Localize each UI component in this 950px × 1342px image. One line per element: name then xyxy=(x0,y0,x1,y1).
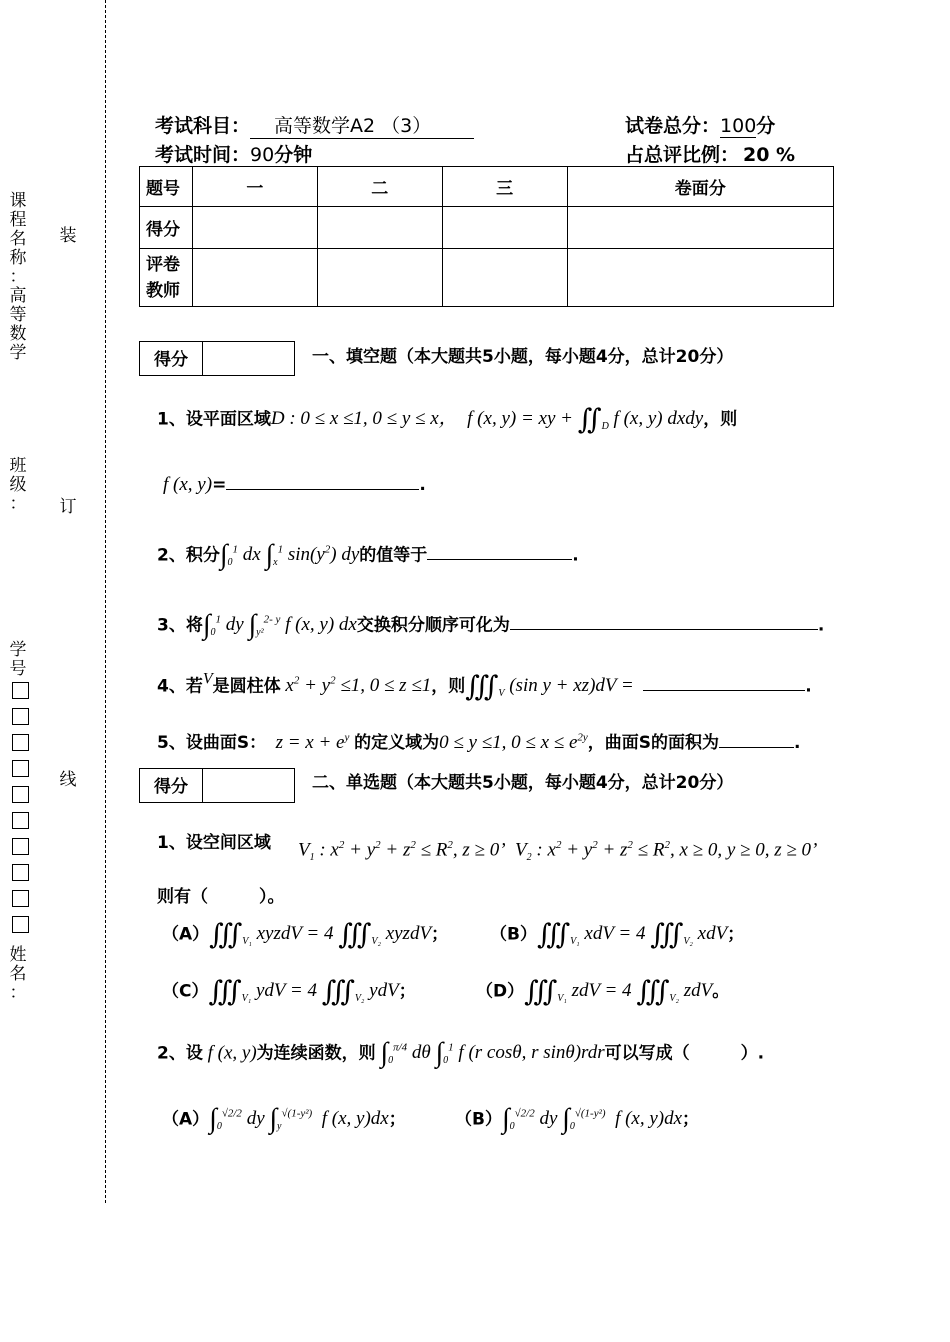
fill-q1-eq: = xyxy=(212,475,227,495)
score-cell[interactable] xyxy=(567,207,833,249)
course-name-label: 课 程 名 称 ： 高 等 数 学 xyxy=(9,191,27,363)
fill-q4-period: . xyxy=(805,676,812,697)
fill-q5-prefix: 5、设曲面S： xyxy=(157,733,267,753)
choice-q1-option-a[interactable] xyxy=(162,918,448,952)
option-a-math: $∭_{V_1}$ xyzdV = 4 $∭_{V_2}$ xyzdV xyxy=(209,920,432,951)
choice-q2-mid: 为连续函数，则 xyxy=(256,1043,376,1064)
fill-q2-prefix: 2、积分 xyxy=(157,545,220,566)
exam-header xyxy=(155,111,474,139)
student-id-digit-box[interactable] xyxy=(12,786,29,803)
student-id-digit-box[interactable] xyxy=(12,734,29,751)
name-label: 姓 名 ： xyxy=(9,945,27,1003)
choice-q2 xyxy=(157,1038,764,1070)
fill-q2-math: $\int_0^1$ dx $\int_x^1$ $\sin(y^2)$ dy xyxy=(219,540,360,571)
col-total: 卷面分 xyxy=(567,167,833,207)
student-id-digit-box[interactable] xyxy=(12,682,29,699)
fill-q1-blank[interactable] xyxy=(226,489,419,490)
ratio xyxy=(625,140,799,167)
binding-word-ding: 订 xyxy=(59,497,77,517)
q2-option-a-label: （A） xyxy=(162,1109,210,1130)
binding-word-xian: 线 xyxy=(59,770,77,790)
col-1: 一 xyxy=(193,167,318,207)
total-value: 100 xyxy=(720,115,757,137)
total-label: 试卷总分： xyxy=(625,115,721,137)
fill-q5-suffix: ，曲面S的面积为 xyxy=(587,733,720,753)
score-cell[interactable] xyxy=(317,207,442,249)
binding-word-zhuang: 装 xyxy=(59,226,77,246)
option-d-math: $∭_{V_1}$ zdV = 4 $∭_{V_2}$ zdV xyxy=(524,977,713,1008)
choice-q1 xyxy=(157,828,271,853)
option-c-label: （C） xyxy=(162,981,209,1002)
option-b-label: （B） xyxy=(490,924,537,945)
student-id-digit-box[interactable] xyxy=(12,708,29,725)
fill-q1-suffix: ，则 xyxy=(703,409,738,430)
fill-q4-mid: 是圆柱体 xyxy=(212,676,281,697)
fill-q1-answer xyxy=(163,474,426,496)
q2-option-a-semi: ； xyxy=(388,1109,406,1130)
fill-q3-prefix: 3、将 xyxy=(157,615,203,636)
col-2: 二 xyxy=(317,167,442,207)
fill-q5-blank[interactable] xyxy=(719,747,794,748)
option-b-math: $∭_{V_1}$ xdV = 4 $∭_{V_2}$ xdV xyxy=(536,920,728,951)
section2-title: 二、单选题（本大题共5小题，每小题4分，总计20分） xyxy=(312,773,734,793)
option-c-semi: ； xyxy=(398,981,416,1002)
fill-q1-math: D : 0 ≤ x ≤1, 0 ≤ y ≤ x， f (x, y) = xy + $∬_D$ f (x, y) dxdy xyxy=(270,405,704,436)
choice-q1-option-c[interactable] xyxy=(162,975,416,1009)
fill-q4-then: ，则 xyxy=(431,676,466,697)
ratio-label: 占总评比例： xyxy=(625,144,740,166)
student-id-boxes[interactable] xyxy=(10,682,30,942)
student-id-digit-box[interactable] xyxy=(12,864,29,881)
fill-q2 xyxy=(157,540,579,572)
choice-q1-option-b[interactable] xyxy=(490,918,744,952)
choice-q1-regions: $V_1$ : $x^2 + y^2 + z^2 \le R^2$, z ≥ 0’ $V_2$ : $x^2 + y^2 + z^2 \le R^2$, x ≥ 0, y ≥ 0, z ≥ 0’ xyxy=(298,839,818,864)
fill-q1 xyxy=(157,403,737,437)
fill-q5-period: . xyxy=(794,733,801,753)
exam-time xyxy=(155,140,312,167)
fill-q5-surface: $z = x + e^y$ xyxy=(266,731,350,753)
total-unit: 分 xyxy=(756,115,776,137)
ratio-value: 20 % xyxy=(739,144,799,167)
fill-q3-blank[interactable] xyxy=(510,629,818,630)
fill-q5-domain: 0 ≤ y ≤1, $0 \le x \le e^{2y}$ xyxy=(439,731,588,753)
fill-q3 xyxy=(157,610,824,642)
fill-q4-prefix: 4、若 xyxy=(157,676,203,697)
grader-cell[interactable] xyxy=(567,249,833,307)
time-label: 考试时间： xyxy=(155,144,251,166)
col-3: 三 xyxy=(442,167,567,207)
fill-q2-period: . xyxy=(572,545,579,566)
choice-q1-then: 则有（ ）。 xyxy=(157,887,285,907)
row-label-number: 题号 xyxy=(140,167,193,207)
fill-q4-integral: $∭_V$ (sin y + xz)dV = xyxy=(465,672,644,703)
choice-q2-integral: $\int_0^{\pi/4}$ dθ $\int_0^1$ f (r cosθ, r sinθ)rdr xyxy=(380,1038,605,1069)
fill-q4-v: V xyxy=(202,671,213,689)
section1-title: 一、填空题（本大题共5小题，每小题4分，总计20分） xyxy=(312,347,734,367)
fill-q3-period: . xyxy=(817,615,825,636)
fill-q4 xyxy=(157,670,812,704)
option-d-label: （D） xyxy=(476,981,525,1002)
choice-q2-suffix: 可以写成（ ）. xyxy=(604,1043,765,1064)
q2-option-a-math: $\int_0^{√2/2}$ dy $\int_y^{√(1-y^2)}$ f (x, y)dx xyxy=(209,1104,389,1135)
option-a-semi: ； xyxy=(431,924,449,945)
section2-score-label: 得分 xyxy=(140,769,203,802)
fill-q3-math: $\int_0^1$ dy $\int_{y^2}^{2- y}$ f (x, y) dx xyxy=(202,610,357,641)
score-cell[interactable] xyxy=(442,207,567,249)
binding-dashed-line xyxy=(105,0,106,1203)
total-score xyxy=(625,111,775,138)
student-id-digit-box[interactable] xyxy=(12,812,29,829)
grader-cell[interactable] xyxy=(442,249,567,307)
fill-q1-fxy: f (x, y) xyxy=(163,474,213,495)
section1-score-box xyxy=(139,341,295,376)
subject-label: 考试科目： xyxy=(155,115,251,137)
row-label-grader: 评卷教师 xyxy=(140,249,193,307)
option-c-math: $∭_{V_1}$ ydV = 4 $∭_{V_2}$ ydV xyxy=(208,977,399,1008)
student-id-digit-box[interactable] xyxy=(12,916,29,933)
student-id-digit-box[interactable] xyxy=(12,838,29,855)
time-value: 90 xyxy=(250,144,275,166)
grader-cell[interactable] xyxy=(317,249,442,307)
fill-q1-prefix: 1、设平面区域 xyxy=(157,409,271,430)
choice-q2-prefix: 2、设 xyxy=(157,1043,203,1064)
fill-q2-blank[interactable] xyxy=(427,559,572,560)
class-label: 班 级 ： xyxy=(9,456,27,514)
option-b-semi: ； xyxy=(727,924,745,945)
choice-q1-prefix: 1、设空间区域 xyxy=(157,833,271,853)
q2-option-b-semi: ； xyxy=(682,1109,700,1130)
student-id-digit-box[interactable] xyxy=(12,760,29,777)
fill-q3-suffix: 交换积分顺序可化为 xyxy=(356,615,510,636)
choice-q1-option-d[interactable] xyxy=(476,975,729,1009)
student-id-label: 学 号 xyxy=(9,640,27,679)
fill-q4-blank[interactable] xyxy=(643,690,805,691)
fill-q1-period: . xyxy=(419,475,426,495)
grader-cell[interactable] xyxy=(193,249,318,307)
choice-q2-option-a[interactable] xyxy=(162,1104,406,1136)
option-d-end: 。 xyxy=(712,981,730,1002)
subject-value: 高等数学A2 （3） xyxy=(250,111,474,139)
score-cell[interactable] xyxy=(193,207,318,249)
fill-q5-mid: 的定义域为 xyxy=(354,733,440,753)
fill-q2-suffix: 的值等于 xyxy=(359,545,428,566)
student-id-digit-box[interactable] xyxy=(12,890,29,907)
fill-q4-math: $x^2 + y^2 \le 1$, 0 ≤ z ≤1 xyxy=(280,675,432,697)
fill-q5 xyxy=(157,728,801,754)
q2-option-b-label: （B） xyxy=(455,1109,502,1130)
section1-score-label: 得分 xyxy=(140,342,203,375)
choice-q2-fxy: f (x, y) xyxy=(202,1042,257,1064)
choice-q2-option-b[interactable] xyxy=(455,1104,699,1136)
q2-option-b-math: $\int_0^{√2/2}$ dy $\int_0^{√(1-y^2)}$ f (x, y)dx xyxy=(501,1104,683,1135)
time-unit: 分钟 xyxy=(274,144,313,166)
row-label-score: 得分 xyxy=(140,207,193,249)
option-a-label: （A） xyxy=(162,924,210,945)
section2-score-box xyxy=(139,768,295,803)
score-table xyxy=(139,166,834,307)
